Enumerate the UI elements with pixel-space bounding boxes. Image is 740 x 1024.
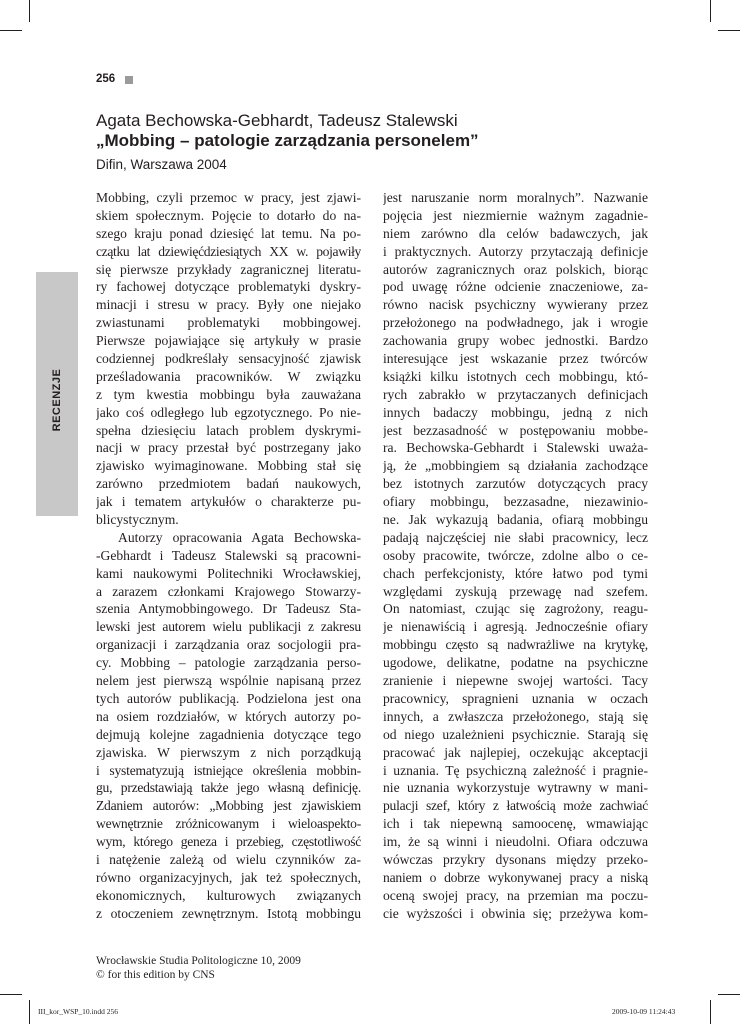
crop-mark bbox=[0, 994, 22, 995]
text-line: zarówno przedmiotem badań naukowych, bbox=[96, 476, 361, 492]
text-line: równo nacisk psychiczny wywierany przez bbox=[383, 297, 648, 313]
crop-mark bbox=[718, 30, 740, 31]
text-line: Zdaniem autorów: „Mobbing jest zjawiskiem bbox=[96, 798, 361, 814]
text-line: jest naruszanie norm moralnych”. Nazwanie bbox=[383, 190, 648, 205]
text-line: i praktycznych. Autorzy przytaczają definicje bbox=[383, 243, 648, 259]
text-line: innych, a zwłaszcza przełożonego, stają się bbox=[383, 708, 648, 724]
text-line: względami zyskują przewagę nad szefem. bbox=[383, 583, 648, 599]
text-line: od niego uzależnieni psychicznie. Starają się bbox=[383, 726, 648, 742]
page-number: 256 bbox=[96, 73, 116, 85]
text-line: szenia Antymobbingowego. Dr Tadeusz Sta- bbox=[96, 601, 361, 617]
right-text-column bbox=[383, 189, 648, 923]
text-line: ekonomicznych, kulturowych związanych bbox=[96, 887, 361, 903]
text-line: z tym kwestia mobbingu była zauważana bbox=[96, 386, 361, 402]
text-line: -Gebhardt i Tadeusz Stalewski są pracowni- bbox=[96, 547, 361, 563]
text-line: prześladowania pracowników. W związku bbox=[96, 368, 361, 384]
text-line: nie uznania wykorzystuje wytrawny w mani- bbox=[383, 780, 648, 796]
text-line: na osiem rozdziałów, w których autorzy po- bbox=[96, 708, 361, 724]
text-line: Mobbing, czyli przemoc w pracy, jest zjawi- bbox=[96, 190, 361, 205]
text-line: ry fachowej dotyczące problematyki dyskry- bbox=[96, 279, 361, 295]
print-slug-timestamp: 2009-10-09 11:24:43 bbox=[612, 1007, 676, 1016]
text-line: przełożonego na podwładnego, jak i wrogie bbox=[383, 315, 648, 331]
text-line: ra. Bechowska-Gebhardt i Stalewski uważa- bbox=[383, 440, 648, 456]
text-line: zranienie i niepewne swojej wartości. Tacy bbox=[383, 673, 648, 689]
text-line: autorów zagranicznych oraz polskich, biorąc bbox=[383, 261, 648, 277]
text-line: cy. Mobbing – patologie zarządzania perso- bbox=[96, 655, 361, 671]
text-line: zachowania grupy wobec jednostki. Bardzo bbox=[383, 333, 648, 349]
text-line: ich i tak niepewną samoocenę, wmawiając bbox=[383, 816, 648, 832]
text-line: rych zabrakło w przytaczanych definicjach bbox=[383, 386, 648, 402]
review-authors: Agata Bechowska-Gebhardt, Tadeusz Stalewski bbox=[96, 111, 458, 130]
crop-mark bbox=[29, 0, 30, 22]
text-line: blicystycznym. bbox=[96, 512, 179, 528]
copyright-notice: © for this edition by CNS bbox=[96, 969, 215, 981]
text-line: ją, że „mobbingiem są działania zachodzące bbox=[383, 458, 648, 474]
text-line: książki kilku istotnych cech mobbingu, któ- bbox=[383, 368, 648, 384]
text-line: się pierwsze przykłady zagranicznej literatu- bbox=[96, 261, 361, 277]
text-line: czątku lat dziewięćdziesiątych XX w. pojawiły bbox=[96, 243, 361, 259]
crop-mark bbox=[29, 1000, 30, 1024]
text-line: spełna dziesięciu latach problem dyskrymi- bbox=[96, 422, 361, 438]
text-line: skiem społecznym. Pojęcie to dotarło do na- bbox=[96, 207, 361, 223]
text-line: kami naukowymi Politechniki Wrocławskiej, bbox=[96, 565, 361, 581]
text-line: jako coś odległego lub egzotycznego. Po nie- bbox=[96, 404, 361, 420]
text-line: im, że są winni i nieudolni. Ofiara odczuwa bbox=[383, 834, 648, 850]
text-line: bez istotnych zarzutów dotyczących pracy bbox=[383, 476, 648, 492]
journal-footer bbox=[96, 954, 301, 982]
text-line: interesujące jest wskazanie przez twórców bbox=[383, 351, 648, 367]
text-line: Pierwsze pojawiające się artykuły w prasie bbox=[96, 333, 361, 349]
text-line: wewnętrznie zróżnicowanym i wieloaspekto- bbox=[96, 816, 361, 832]
text-line: wówczas przykry dysonans między przeko- bbox=[383, 851, 648, 867]
text-line: z otoczeniem zewnętrznym. Istotą mobbingu bbox=[96, 905, 361, 921]
left-text-column bbox=[96, 189, 361, 923]
text-line: innych badaczy mobbingu, jedną z nich bbox=[383, 404, 648, 420]
text-line: zjawiska. W pierwszym z nich porządkują bbox=[96, 744, 361, 760]
crop-mark bbox=[718, 994, 740, 995]
text-line: ne. Jak wykazują badania, ofiarą mobbingu bbox=[383, 512, 648, 528]
journal-name: Wrocławskie Studia Politologiczne 10, 2009 bbox=[96, 955, 301, 967]
text-line: zwiastunami problematyki mobbingowej. bbox=[96, 315, 361, 331]
text-line: Autorzy opracowania Agata Bechowska- bbox=[118, 529, 361, 545]
review-book-title: „Mobbing – patologie zarządzania personelem” bbox=[96, 131, 479, 150]
review-publisher: Difin, Warszawa 2004 bbox=[96, 157, 227, 172]
text-line: nacji w pracy przestał być postrzegany jako bbox=[96, 440, 361, 456]
text-line: osoby pracowite, twórcze, zdolne albo o ce- bbox=[383, 547, 648, 563]
text-line: pracownicy, spragnieni uznania w oczach bbox=[383, 690, 648, 706]
text-line: niem zarówno dla celów badawczych, jak bbox=[383, 225, 648, 241]
text-line: pulacji szef, który z łatwością może zachwiać bbox=[383, 798, 648, 814]
page-number-square-icon bbox=[125, 76, 133, 84]
section-label-wrapper bbox=[50, 370, 64, 430]
text-line: tych autorów publikacją. Podzielona jest ona bbox=[96, 690, 361, 706]
text-line: codziennej podkreślały sensacyjność zjawisk bbox=[96, 351, 361, 367]
text-line: szego kraju ponad dziesięć lat temu. Na po- bbox=[96, 225, 361, 241]
text-line: dejmują kolejne zagadnienia dotyczące tego bbox=[96, 726, 361, 742]
text-line: oceną swojej pracy, na przemian ma poczu- bbox=[383, 887, 648, 903]
text-line: organizacji i zarządzania oraz socjologii pra- bbox=[96, 637, 361, 653]
crop-mark bbox=[710, 1000, 711, 1024]
text-line: i systematyzują istniejące określenia mobbin- bbox=[96, 762, 361, 778]
text-line: równo organizacyjnych, jak też społecznych, bbox=[96, 869, 361, 885]
text-line: pod uwagę różne odcienie znaczeniowe, za- bbox=[383, 279, 648, 295]
text-line: cie wyższości i obwinia się; przeżywa kom- bbox=[383, 905, 648, 921]
text-line: zjawisko wyimaginowane. Mobbing stał się bbox=[96, 458, 361, 474]
text-line: minacji i stresu w pracy. Były one niejako bbox=[96, 297, 361, 313]
crop-mark bbox=[0, 30, 22, 31]
text-line: naniem o dobrze wykonywanej pracy a niską bbox=[383, 869, 648, 885]
text-line: gu, przedstawiają także jego własną definicję. bbox=[96, 780, 361, 796]
crop-mark bbox=[710, 0, 711, 22]
text-line: ugodowe, delikatne, podatne na psychiczne bbox=[383, 655, 648, 671]
text-line: i natężenie zależą od wielu czynników za- bbox=[96, 851, 361, 867]
text-line: On natomiast, czując się zagrożony, reagu- bbox=[383, 601, 648, 617]
text-line: chach perfekcjonisty, które łatwo pod tymi bbox=[383, 565, 648, 581]
text-line: nelem jest pierwszą wspólnie napisaną przez bbox=[96, 673, 361, 689]
text-line: padają najczęściej nie słabi pracownicy, lecz bbox=[383, 529, 648, 545]
text-line: mobbingu często są nadwrażliwe na krytykę, bbox=[383, 637, 648, 653]
text-line: je nienawiścią i agresją. Jednocześnie ofiary bbox=[383, 619, 648, 635]
text-line: a zarazem członkami Krajowego Stowarzy- bbox=[96, 583, 361, 599]
text-line: jest bezzasadność w postępowaniu mobbe- bbox=[383, 422, 648, 438]
text-line: i uznania. Tę psychiczną zależność i pragnie- bbox=[383, 762, 648, 778]
text-line: pojęcia jest niezmiernie ważnym zagadnie- bbox=[383, 207, 648, 223]
section-label: RECENZJE bbox=[51, 368, 63, 432]
text-line: ofiary mobbingu, bezzasadne, niezawinio- bbox=[383, 494, 648, 510]
print-slug-file: III_kor_WSP_10.indd 256 bbox=[38, 1007, 118, 1016]
text-line: lewski jest autorem wielu publikacji z zakresu bbox=[96, 619, 361, 635]
text-line: jak i tematem artykułów o charakterze pu- bbox=[96, 494, 361, 510]
text-line: pracować jak najlepiej, oczekując akceptacji bbox=[383, 744, 648, 760]
text-line: wym, którego geneza i przebieg, częstotliwość bbox=[96, 834, 361, 850]
